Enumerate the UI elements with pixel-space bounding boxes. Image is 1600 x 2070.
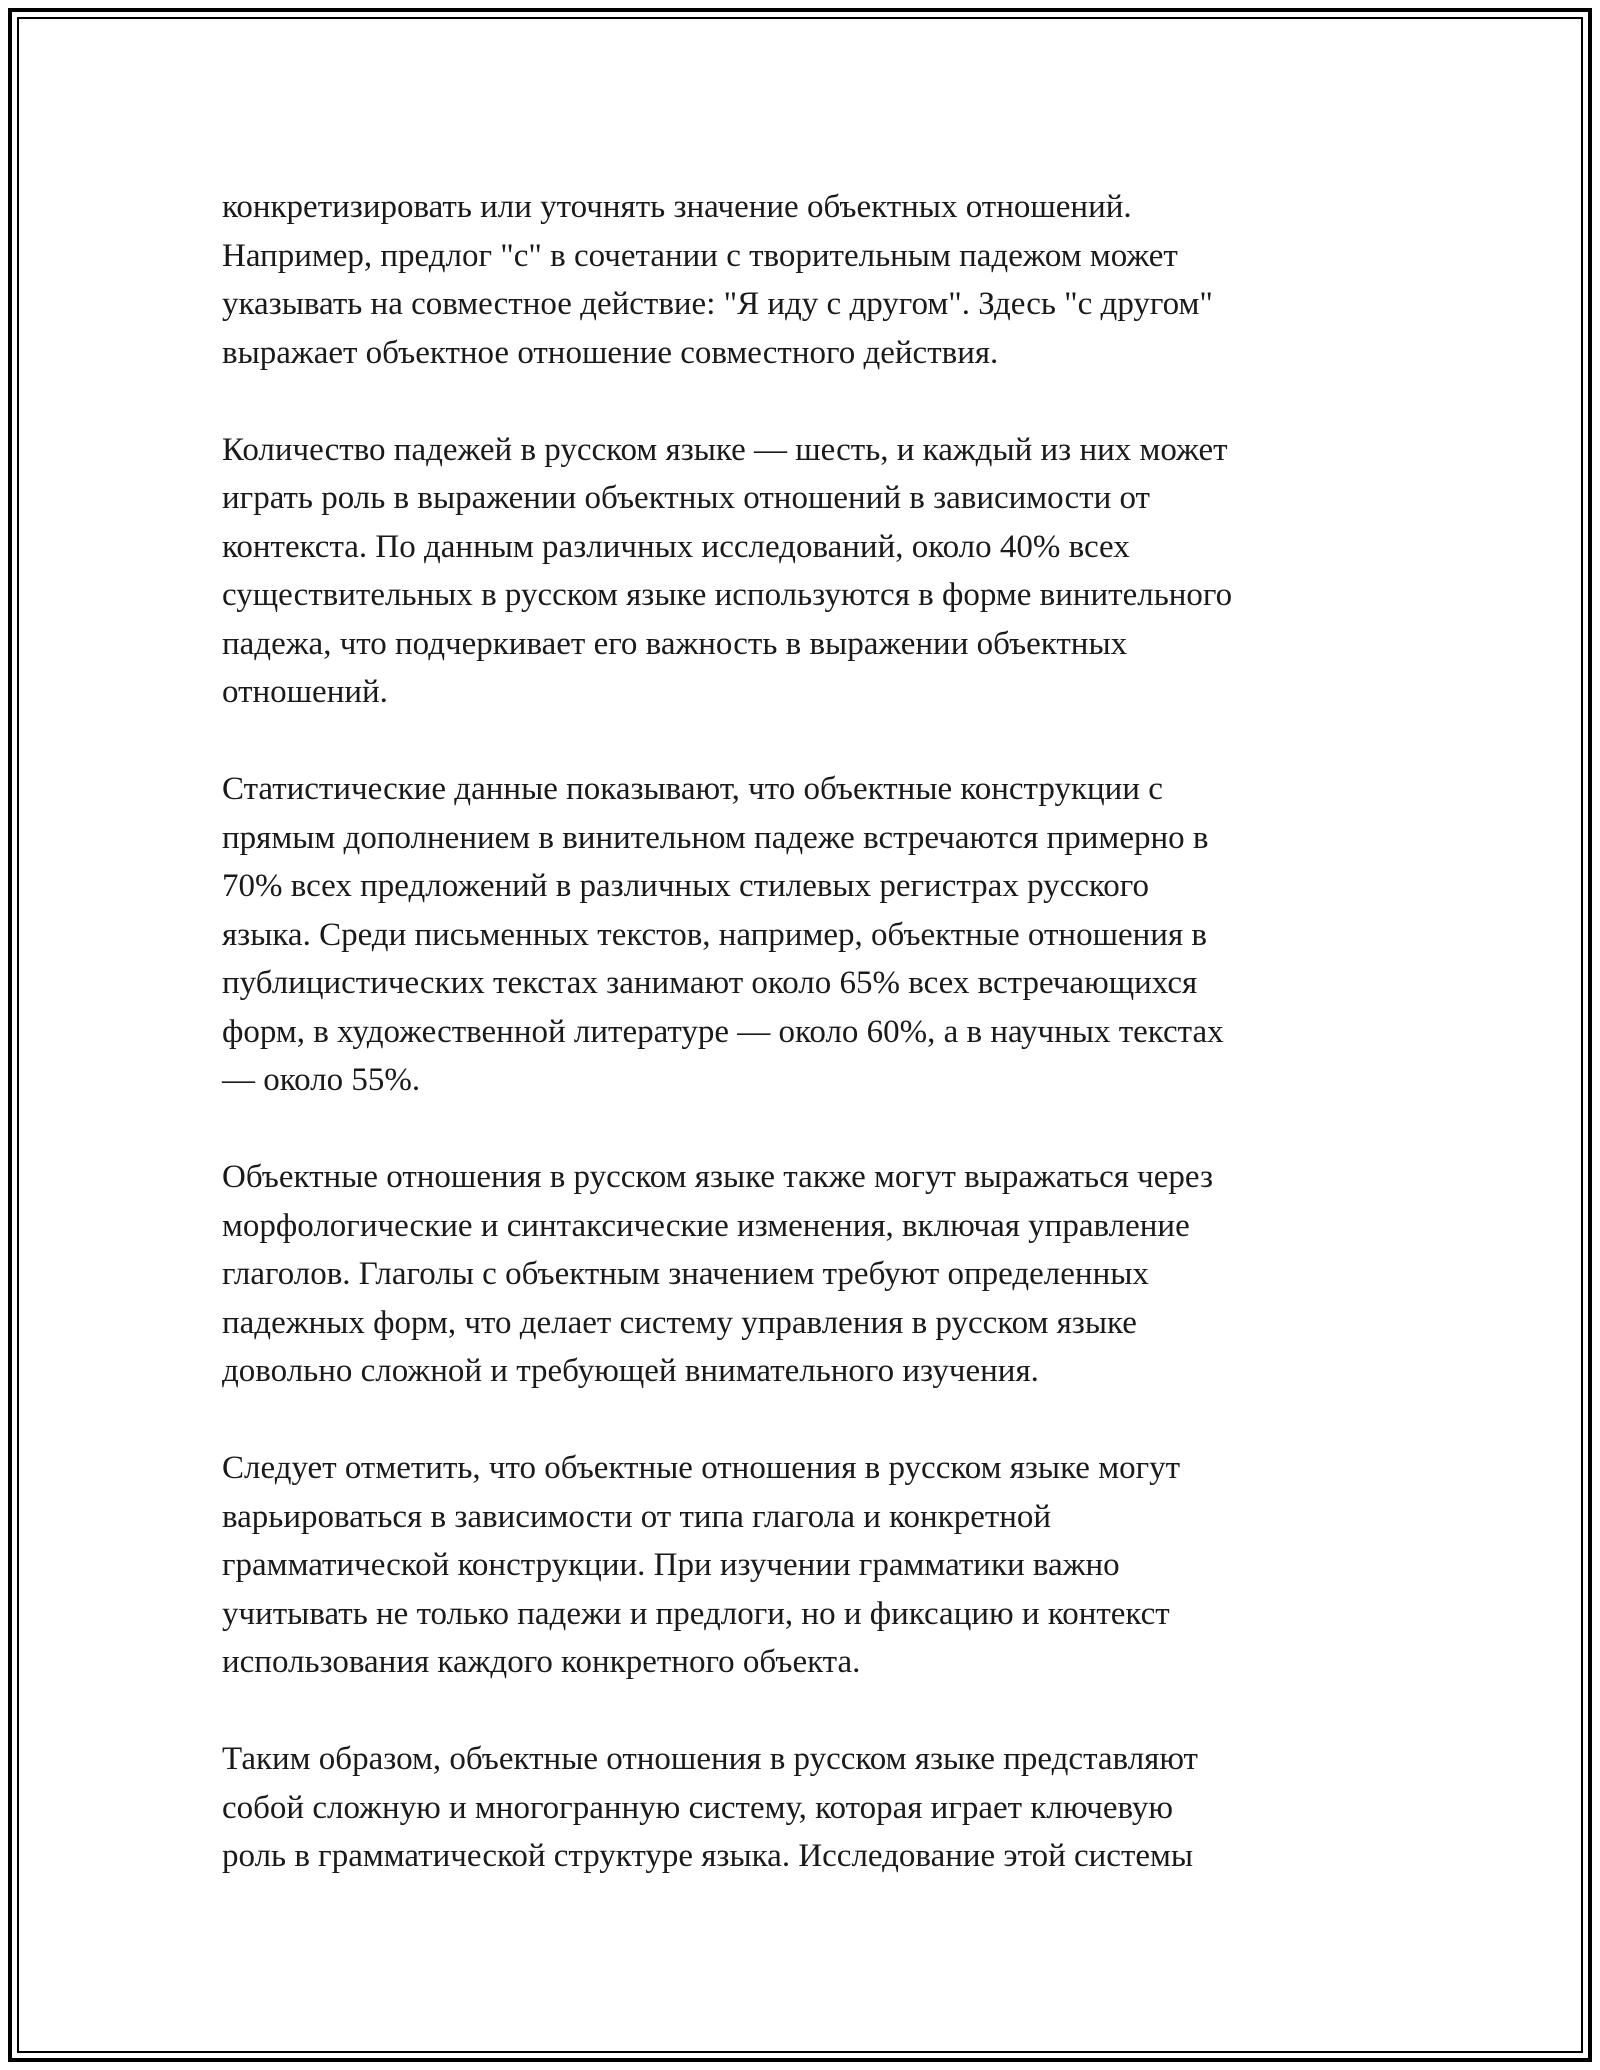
text-line: Таким образом, объектные отношения в русском языке представляют bbox=[222, 1741, 1198, 1777]
text-line: контекста. По данным различных исследований, около 40% всех bbox=[222, 528, 1130, 565]
text-line: конкретизировать или уточнять значение объектных отношений. bbox=[222, 189, 1132, 225]
text-line: падежных форм, что делает систему управления в русском языке bbox=[222, 1304, 1137, 1341]
text-line: форм, в художественной литературе — около 60%, а в научных текстах bbox=[222, 1013, 1224, 1050]
text-line: 70% всех предложений в различных стилевых регистрах русского bbox=[222, 868, 1149, 904]
text-line: использования каждого конкретного объекта. bbox=[222, 1644, 861, 1680]
text-line: грамматической конструкции. При изучении грамматики важно bbox=[222, 1547, 1120, 1583]
text-line: глаголов. Глаголы с объектным значением требуют определенных bbox=[222, 1256, 1149, 1292]
paragraph bbox=[222, 183, 1402, 377]
text-line: роль в грамматической структуре языка. Исследование этой системы bbox=[222, 1838, 1194, 1874]
text-line: морфологические и синтаксические изменения, включая управление bbox=[222, 1207, 1190, 1244]
text-line: довольно сложной и требующей внимательного изучения. bbox=[222, 1353, 1039, 1389]
text-line: Статистические данные показывают, что объектные конструкции с bbox=[222, 771, 1163, 807]
text-line: Количество падежей в русском языке — шесть, и каждый из них может bbox=[222, 431, 1228, 468]
text-line: публицистических текстах занимают около 65% всех встречающихся bbox=[222, 965, 1198, 1001]
text-line: учитывать не только падежи и предлоги, но и фиксацию и контекст bbox=[222, 1595, 1170, 1632]
text-line: указывать на совместное действие: "Я иду с другом". Здесь "с другом" bbox=[222, 286, 1213, 322]
paragraph bbox=[222, 426, 1402, 717]
text-line: собой сложную и многогранную систему, которая играет ключевую bbox=[222, 1789, 1174, 1826]
text-line: отношений. bbox=[222, 674, 388, 710]
text-line: выражает объектное отношение совместного действия. bbox=[222, 334, 999, 371]
text-line: варьироваться в зависимости от типа глагола и конкретной bbox=[222, 1498, 1052, 1535]
text-line: падежа, что подчеркивает его важность в выражении объектных bbox=[222, 625, 1128, 662]
text-line: существительных в русском языке используются в форме винительного bbox=[222, 577, 1233, 613]
text-line: Например, предлог "с" в сочетании с творительным падежом может bbox=[222, 237, 1178, 274]
text-line: Объектные отношения в русском языке также могут выражаться через bbox=[222, 1159, 1213, 1195]
document-body bbox=[222, 183, 1402, 1929]
paragraph bbox=[222, 1735, 1402, 1881]
paragraph bbox=[222, 1444, 1402, 1687]
text-line: играть роль в выражении объектных отношений в зависимости от bbox=[222, 480, 1150, 516]
text-line: Следует отметить, что объектные отношения в русском языке могут bbox=[222, 1450, 1181, 1486]
paragraph bbox=[222, 765, 1402, 1105]
paragraph bbox=[222, 1153, 1402, 1396]
text-line: прямым дополнением в винительном падеже встречаются примерно в bbox=[222, 819, 1209, 856]
text-line: языка. Среди письменных текстов, например, объектные отношения в bbox=[222, 916, 1207, 953]
text-line: — около 55%. bbox=[222, 1062, 421, 1098]
